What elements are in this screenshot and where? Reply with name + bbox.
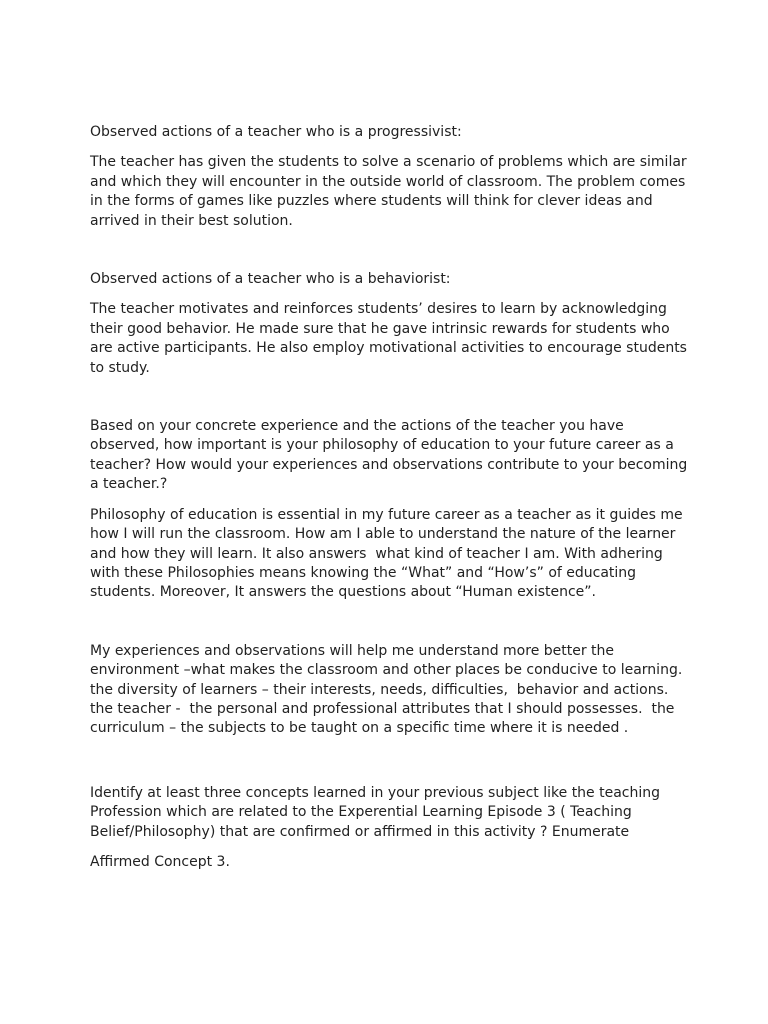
document-page — [90, 123, 690, 872]
behaviorist-observation: The teacher motivates and reinforces students’ desires to learn by acknowledging their good behavior. He made sure that he gave intrinsic rewards for students who are active participants. He also employ motivational activities to encourage students to study. — [90, 301, 692, 376]
spacer — [90, 378, 690, 417]
behaviorist-heading: Observed actions of a teacher who is a behaviorist: — [90, 271, 451, 288]
spacer — [90, 289, 690, 300]
affirmed-concept-label: Affirmed Concept 3. — [90, 853, 230, 870]
spacer — [90, 142, 690, 153]
spacer — [90, 231, 690, 270]
spacer — [90, 739, 690, 784]
experiences-answer: My experiences and observations will help me understand more better the environment –what makes the classroom and other places be conducive to learning. the diversity of learners – their interests, needs, difficulties, behavior and actions. the teacher - the personal and professional attributes that I should possesses. the curriculum – the subjects to be taught on a specific time where it is needed . — [90, 642, 687, 737]
spacer — [90, 603, 690, 642]
progressivist-heading: Observed actions of a teacher who is a progressivist: — [90, 124, 462, 140]
progressivist-observation: The teacher has given the students to solve a scenario of problems which are similar and which they will encounter in the outside world of classroom. The problem comes in the forms of games like puzzles where students will think for clever ideas and arrived in their best solution. — [90, 154, 692, 229]
spacer — [90, 842, 690, 853]
philosophy-question: Based on your concrete experience and the actions of the teacher you have observed, how important is your philosophy of education to your future career as a teacher? How would your experiences and observations contribute to your becoming a teacher.? — [90, 418, 692, 493]
philosophy-answer: Philosophy of education is essential in my future career as a teacher as it guides me how I will run the classroom. How am I able to understand the nature of the learner and how they will learn. It also answers what kind of teacher I am. With adhering with these Philosophies means knowing the “What” and “How’s” of educating students. Moreover, It answers the questions about “Human existence”. — [90, 506, 688, 601]
concepts-question: Identify at least three concepts learned in your previous subject like the teaching Profession which are related to the Experential Learning Episode 3 ( Teaching Belief/Philosophy) that are confirmed or affirmed in this activity ? Enumerate — [90, 784, 665, 840]
spacer — [90, 495, 690, 506]
